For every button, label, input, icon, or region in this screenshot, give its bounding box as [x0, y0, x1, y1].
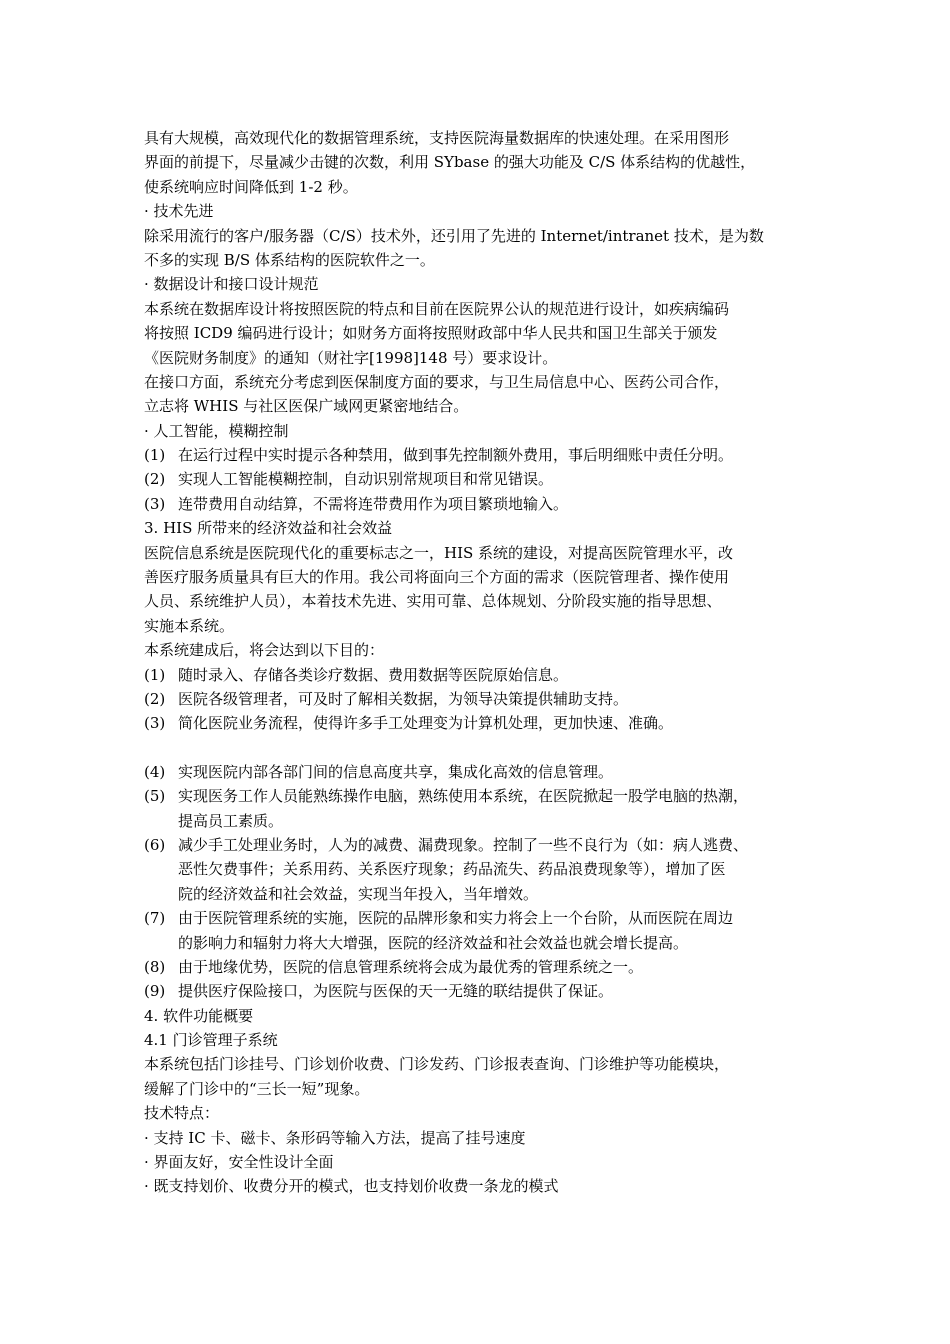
text-line: 具有大规模，高效现代化的数据管理系统，支持医院海量数据库的快速处理。在采用图形 — [144, 129, 730, 147]
list-item-number: (1) — [144, 446, 166, 465]
text-line: 界面的前提下，尽量减少击键的次数，利用 SYbase 的强大功能及 C/S 体系结构的优越性， — [144, 153, 756, 172]
text-line: 医院信息系统是医院现代化的重要标志之一，HIS 系统的建设，对提高医院管理水平，改 — [144, 543, 734, 562]
text-line: · 数据设计和接口设计规范 — [144, 275, 319, 294]
list-item-text: 连带费用自动结算，不需将连带费用作为项目繁琐地输入。 — [178, 494, 569, 513]
text-line: 4. 软件功能概要 — [144, 1006, 254, 1025]
list-item — [144, 467, 824, 491]
list-item-continuation: 恶性欠费事件；关系用药、关系医疗现象；药品流失、药品浪费现象等），增加了医 — [178, 860, 726, 879]
text-line: 缓解了门诊中的“三长一短”现象。 — [144, 1079, 370, 1098]
list-item-text: 实现人工智能模糊控制，自动识别常规项目和常见错误。 — [178, 470, 554, 489]
list-item-number: (3) — [144, 714, 166, 733]
list-item — [144, 760, 824, 784]
list-item-number: (6) — [144, 835, 166, 854]
text-line: 本系统建成后，将会达到以下目的： — [144, 641, 385, 660]
list-item-number: (5) — [144, 787, 166, 806]
text-line: 人员、系统维护人员），本着技术先进、实用可靠、总体规划、分阶段实施的指导思想、 — [144, 592, 722, 611]
list-item — [144, 443, 824, 467]
list-item — [144, 906, 824, 930]
text-line: 使系统响应时间降低到 1-2 秒。 — [144, 177, 358, 196]
list-item-text: 提供医疗保险接口，为医院与医保的天一无缝的联结提供了保证。 — [178, 982, 614, 1001]
text-line: 善医疗服务质量具有巨大的作用。我公司将面向三个方面的需求（医院管理者、操作使用 — [144, 568, 730, 587]
list-item — [144, 687, 824, 711]
text-line: · 技术先进 — [144, 202, 214, 221]
text-line: 《医院财务制度》的通知（财社字[1998]148 号）要求设计。 — [144, 348, 558, 367]
list-item-text: 医院各级管理者，可及时了解相关数据，为领导决策提供辅助支持。 — [178, 689, 629, 708]
list-item-text: 在运行过程中实时提示各种禁用，做到事先控制额外费用，事后明细账中责任分明。 — [178, 446, 734, 465]
list-item-number: (7) — [144, 909, 166, 928]
list-item-number: (2) — [144, 689, 166, 708]
list-item-text: 由于地缘优势，医院的信息管理系统将会成为最优秀的管理系统之一。 — [178, 957, 644, 976]
text-line: 实施本系统。 — [144, 616, 235, 635]
blank-line — [144, 736, 824, 760]
list-item-text: 减少手工处理业务时，人为的减费、漏费现象。控制了一些不良行为（如：病人逃费、 — [178, 835, 749, 854]
text-line: 4.1 门诊管理子系统 — [144, 1031, 278, 1050]
list-item — [144, 955, 824, 979]
text-line: 本系统包括门诊挂号、门诊划价收费、门诊发药、门诊报表查询、门诊维护等功能模块， — [144, 1055, 730, 1074]
list-item-text: 实现医务工作人员能熟练操作电脑，熟练使用本系统，在医院掀起一股学电脑的热潮， — [178, 787, 749, 806]
text-line: · 既支持划价、收费分开的模式，也支持划价收费一条龙的模式 — [144, 1177, 559, 1196]
list-item-text: 实现医院内部各部门间的信息高度共享，集成化高效的信息管理。 — [178, 762, 614, 781]
list-item-text: 随时录入、存储各类诊疗数据、费用数据等医院原始信息。 — [178, 665, 569, 684]
list-item-continuation: 院的经济效益和社会效益，实现当年投入，当年增效。 — [178, 884, 539, 903]
list-item — [144, 711, 824, 735]
text-line: 立志将 WHIS 与社区医保广域网更紧密地结合。 — [144, 397, 469, 416]
text-line: 不多的实现 B/S 体系结构的医院软件之一。 — [144, 250, 435, 269]
list-item-number: (3) — [144, 494, 166, 513]
list-item — [144, 979, 824, 1003]
text-line: · 人工智能，模糊控制 — [144, 421, 289, 440]
text-line: · 界面友好，安全性设计全面 — [144, 1153, 334, 1172]
text-line: 在接口方面，系统充分考虑到医保制度方面的要求，与卫生局信息中心、医药公司合作， — [144, 372, 730, 391]
list-item — [144, 492, 824, 516]
document-body — [144, 126, 824, 1199]
list-item-number: (8) — [144, 957, 166, 976]
list-item-text: 简化医院业务流程，使得许多手工处理变为计算机处理，更加快速、准确。 — [178, 714, 674, 733]
list-item-number: (1) — [144, 665, 166, 684]
list-item — [144, 784, 824, 808]
text-line: · 支持 IC 卡、磁卡、条形码等输入方法，提高了挂号速度 — [144, 1128, 526, 1147]
text-line: 将按照 ICD9 编码进行设计；如财务方面将按照财政部中华人民共和国卫生部关于颁发 — [144, 324, 718, 343]
list-item — [144, 833, 824, 857]
text-line: 除采用流行的客户/服务器（C/S）技术外，还引用了先进的 Internet/intranet 技术，是为数 — [144, 226, 764, 245]
list-item-continuation: 提高员工素质。 — [178, 811, 284, 830]
list-item-continuation: 的影响力和辐射力将大大增强，医院的经济效益和社会效益也就会增长提高。 — [178, 933, 689, 952]
text-line: 技术特点： — [144, 1104, 220, 1123]
list-item-text: 由于医院管理系统的实施，医院的品牌形象和实力将会上一个台阶，从而医院在周边 — [178, 909, 734, 928]
list-item-number: (9) — [144, 982, 166, 1001]
list-item-number: (4) — [144, 762, 166, 781]
list-item-number: (2) — [144, 470, 166, 489]
text-line: 3. HIS 所带来的经济效益和社会效益 — [144, 519, 393, 538]
text-line: 本系统在数据库设计将按照医院的特点和目前在医院界公认的规范进行设计，如疾病编码 — [144, 299, 730, 318]
list-item — [144, 663, 824, 687]
